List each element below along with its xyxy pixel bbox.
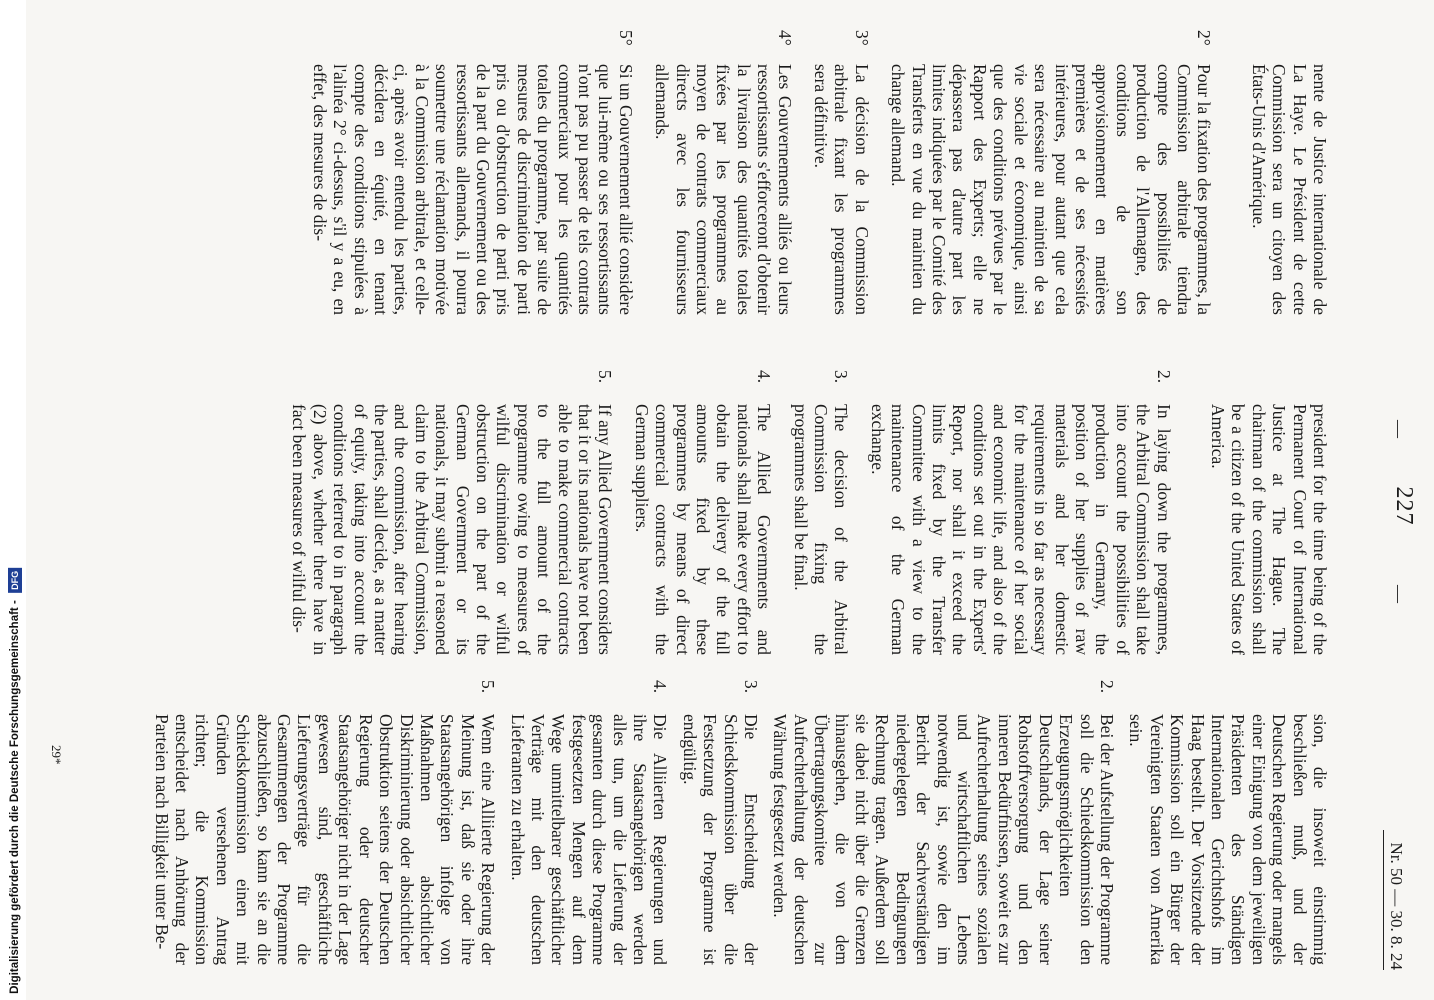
german-intro: sion, die insoweit einstimmig beschließen muß, und der Deutschen Regierung oder mangels einer Einigung von dem jeweiligen Präsidenten des Ständigen Internationalen Gerichtshofs im Haag bestellt. Der Vorsitzende der Kommission soll ein Bürger der Vereinigten Staaten von Amerika sein. xyxy=(1126,714,1330,965)
german-item-text: Wenn eine Alliierte Regierung der Meinung ist, daß sie oder ihre Staatsangehörigen infolge von Maßnahmen absichtlicher Diskriminierung oder absichtlicher Obstruktion seitens der Deutschen Regierung oder deutscher Staatsangehöriger nicht in der Lage gewesen sind, geschäftliche Lieferungsverträge für die Gesamtmengen der Programme abzuschließen, so kann sie an die Schiedskommission einen mit Gründen versehenen Antrag richten; die Kommission entscheidet nach Anhörung der Parteien nach Billigkeit unter Be- xyxy=(151,714,499,965)
english-item-4 xyxy=(631,370,774,655)
english-item-number: 5. xyxy=(595,370,616,384)
french-column xyxy=(300,30,1330,315)
german-item-number: 2. xyxy=(1096,680,1117,694)
german-item-5 xyxy=(151,680,498,965)
german-item-3 xyxy=(679,680,761,965)
printer-signature: 29* xyxy=(49,745,64,765)
german-item-number: 3. xyxy=(741,680,762,694)
french-item-4 xyxy=(652,30,795,315)
english-item-2 xyxy=(867,370,1173,655)
dfg-logo-icon: DFG xyxy=(8,568,22,593)
french-item-text: Les Gouvernements alliés ou leurs ressortissants s'efforceront d'obtenir la livraison des quantités totales fixées par les programmes au moyen de contrats commerciaux directs avec les fournisseurs allemands. xyxy=(652,64,795,315)
header-dash-left: — xyxy=(1389,420,1409,438)
page-number: 227 xyxy=(1391,486,1417,526)
german-item-text: Die Entscheidung der Schiedskommission über die Festsetzung der Programme ist endgültig. xyxy=(679,714,762,965)
english-item-number: 4. xyxy=(754,370,775,384)
english-item-3 xyxy=(790,370,851,655)
german-item-text: Die Alliierten Regierungen und ihre Staatsangehörigen werden alles tun, um die Lieferung der gesamten durch diese Programme festgesetzten Mengen auf dem Wege unmittelbarer geschäftlicher Verträge mit den deutschen Lieferanten zu erhalten. xyxy=(507,714,671,965)
header-dash-right: — xyxy=(1389,585,1409,603)
english-item-number: 2. xyxy=(1153,370,1174,384)
french-item-number: 4° xyxy=(774,30,795,46)
french-intro: nente de Justice internationale de La Haye. Le Président de cette Commission sera un citoyen des États-Unis d'Amérique. xyxy=(1248,64,1330,315)
french-item-text: La décision de la Commission arbitrale fixant les programmes sera définitive. xyxy=(811,64,872,315)
german-item-number: 4. xyxy=(650,680,671,694)
french-item-number: 2° xyxy=(1194,30,1215,46)
german-item-2 xyxy=(770,680,1117,965)
german-item-number: 5. xyxy=(478,680,499,694)
french-item-2 xyxy=(888,30,1215,315)
english-column xyxy=(280,370,1330,655)
digitization-credit xyxy=(8,568,22,994)
german-column xyxy=(142,680,1330,965)
english-item-5 xyxy=(289,370,616,655)
digitization-sidebar xyxy=(0,0,26,1000)
french-item-number: 3° xyxy=(851,30,872,46)
english-item-text: The decision of the Arbitral Commission fixing the programmes shall be final. xyxy=(790,404,852,655)
english-item-number: 3. xyxy=(831,370,852,384)
german-item-4 xyxy=(507,680,670,965)
english-intro: president for the time being of the Permanent Court of International Justice at The Hague. The chairman of the commission shall be a citizen of the United States of America. xyxy=(1207,404,1330,655)
french-item-5 xyxy=(309,30,636,315)
french-item-number: 5° xyxy=(615,30,636,46)
french-item-text: Pour la fixation des programmes, la Commission arbitrale tiendra compte des possibilités de production de l'Allemagne, des conditions de son approvisionnement en matières premières et de ses nécessités intérieures, pour autant que cela sera nécessaire au maintien de sa vie sociale et économique, ainsi que des conditions prévues par le Rapport des Experts; elle ne dépassera pas d'autre part les limites indiquées par le Comité des Transferts en vue du maintien du change allemand. xyxy=(888,64,1215,315)
english-item-text: The Allied Governments and nationals shall make every effort to obtain the delivery of the full amounts fixed by these programmes by means of direct commercial contracts with the German suppliers. xyxy=(631,404,775,655)
french-item-text: Si un Gouvernement allié considère que lui-même ou ses ressortissants n'ont pas pu passer de tels contrats commerciaux pour les quantités totales du programme, par suite de mesures de discrimination de parti pris ou d'obstruction de parti pris de la part du Gouvernement ou des ressortissants allemands, il pourra soumettre une réclamation motivée à la Commission arbitrale, et celle-ci, après avoir entendu les parties, décidera en équité, en tenant compte des conditions stipulées à l'alinéa 2° ci-dessus, s'il y a eu, en effet, des mesures de dis- xyxy=(309,64,636,315)
french-item-3 xyxy=(811,30,872,315)
english-item-text: In laying down the programmes, the Arbitral Commission shall take into account the possibilities of production in Germany, the position of her supplies of raw materials and her domestic requirements in so far as necessary for the maintenance of her social and economic life, and also of the conditions set out in the Experts' Report, nor shall it exceed the limits fixed by the Transfer Committee with a view to the maintenance of the German exchange. xyxy=(867,404,1174,655)
german-item-text: Bei der Aufstellung der Programme soll die Schiedskommission den Erzeugungsmöglichkeiten Deutschlands, der Lage seiner Rohstoffversorgung und den inneren Bedürfnissen, soweit es zur Aufrechterhaltung seines sozialen und wirtschaftlichen Lebens notwendig ist, sowie den im Bericht der Sachverständigen niedergelegten Bedingungen Rechnung tragen. Außerdem soll sie dabei nicht über die Grenzen hinausgehen, die von dem Übertragungskomitee zur Aufrechterhaltung der deutschen Währung festgesetzt werden. xyxy=(770,714,1117,965)
credit-text: Digitalisierung gefördert durch die Deutsche Forschungsgemeinschaft - xyxy=(9,600,21,994)
english-item-text: If any Allied Government considers that it or its nationals have not been able to make commercial contracts to the full amount of the programme owing to measures of wilful discrimination or wilful obstruction on the part of the German Government or its nationals, it may submit a reasoned claim to the Arbitral Commission, and the commission, after hearing the parties, shall decide, as a matter of equity, taking into account the conditions referred to in paragraph (2) above, whether there have in fact been measures of wilful dis- xyxy=(289,404,616,655)
issue-reference: Nr. 50 — 30. 8. 24 xyxy=(1383,830,1406,970)
